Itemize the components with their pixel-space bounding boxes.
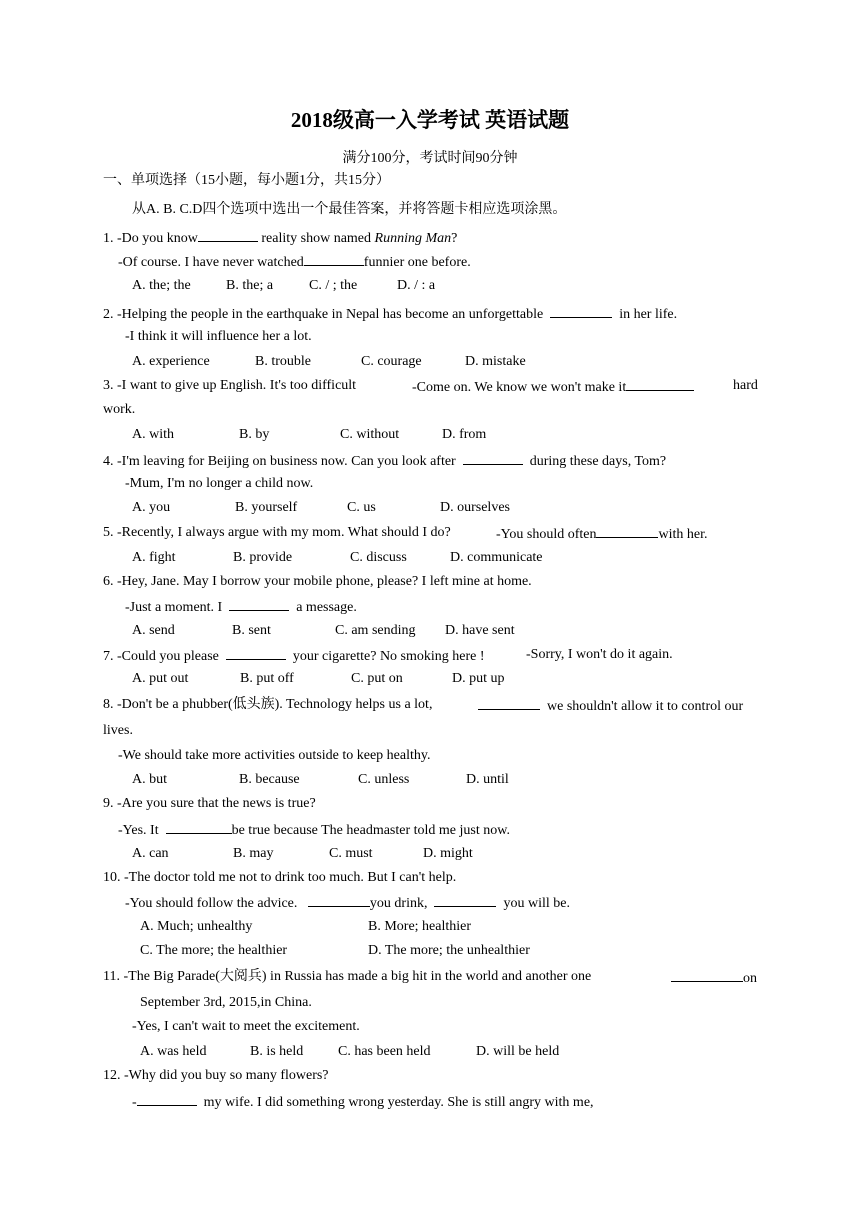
option-d: D. mistake [465, 354, 526, 369]
option-a: A. send [132, 623, 175, 638]
question-9-line-2: -Yes. It be true because The headmaster told me just now. [118, 820, 510, 840]
option-a: A. with [132, 427, 174, 442]
answer-blank [304, 252, 364, 266]
option-b: B. the; a [226, 278, 274, 293]
question-7-line-1: 7. -Could you please your cigarette? No smoking here ! [103, 646, 485, 666]
question-10-line-1: 10. -The doctor told me not to drink too much. But I can't help. [103, 870, 457, 885]
option-d: D. might [423, 846, 473, 861]
section-instruction: 从A. B. C.D四个选项中选出一个最佳答案，并将答题卡相应选项涂黑。 [132, 202, 567, 217]
option-c: C. discuss [350, 550, 407, 565]
option-b: B. sent [232, 623, 271, 638]
option-b: B. More; healthier [368, 919, 472, 934]
answer-blank [308, 893, 370, 907]
question-1-line-2: -Of course. I have never watched funnier one before. [118, 252, 471, 272]
question-11-line-1b: on [671, 968, 757, 988]
question-11-line-3: -Yes, I can't wait to meet the excitement. [132, 1019, 360, 1034]
option-c: C. am sending [335, 623, 416, 638]
question-5-line-1b: -You should often with her. [496, 524, 707, 544]
option-d: D. will be held [476, 1044, 560, 1059]
option-d: D. have sent [445, 623, 515, 638]
option-b: B. by [239, 427, 270, 442]
question-6-line-1: 6. -Hey, Jane. May I borrow your mobile phone, please? I left mine at home. [103, 574, 532, 589]
option-d: D. put up [452, 671, 505, 686]
answer-blank [198, 228, 258, 242]
question-2-line-2: -I think it will influence her a lot. [125, 329, 312, 344]
question-4-line-2: -Mum, I'm no longer a child now. [125, 476, 314, 491]
answer-blank [550, 304, 612, 318]
question-9-line-1: 9. -Are you sure that the news is true? [103, 796, 316, 811]
section-heading: 一、单项选择（15小题，每小题1分，共15分） [103, 173, 390, 188]
option-a: A. but [132, 772, 167, 787]
option-c: C. unless [358, 772, 410, 787]
question-3-line-1b: -Come on. We know we won't make it [412, 377, 694, 397]
option-c: C. us [347, 500, 376, 515]
question-8-line-1b: we shouldn't allow it to control our [478, 696, 743, 716]
option-a: A. put out [132, 671, 189, 686]
option-d: D. from [442, 427, 487, 442]
question-7-line-1b: -Sorry, I won't do it again. [526, 647, 673, 662]
option-b: B. trouble [255, 354, 311, 369]
option-c: C. must [329, 846, 373, 861]
answer-blank [166, 820, 232, 834]
option-a: A. you [132, 500, 171, 515]
answer-blank [596, 524, 658, 538]
option-a: A. Much; unhealthy [140, 919, 253, 934]
answer-blank [671, 968, 743, 982]
question-1-line-1: 1. -Do you know reality show named Running Man? [103, 228, 457, 248]
question-11-line-1: 11. -The Big Parade(大阅兵) in Russia has made a big hit in the world and another one [103, 969, 592, 984]
question-12-line-1: 12. -Why did you buy so many flowers? [103, 1068, 329, 1083]
option-b: B. put off [240, 671, 294, 686]
question-10-line-2: -You should follow the advice. you drink, you will be. [125, 893, 570, 913]
answer-blank [463, 451, 523, 465]
option-c: C. The more; the healthier [140, 943, 288, 958]
option-d: D. / : a [397, 278, 436, 293]
question-6-line-2: -Just a moment. I a message. [125, 597, 357, 617]
question-11-line-2: September 3rd, 2015,in China. [140, 995, 312, 1010]
answer-blank [137, 1092, 197, 1106]
option-a: A. can [132, 846, 169, 861]
option-d: D. until [466, 772, 509, 787]
option-b: B. provide [233, 550, 293, 565]
option-a: A. was held [140, 1044, 207, 1059]
question-3-line-2: work. [103, 402, 136, 417]
option-d: D. ourselves [440, 500, 510, 515]
answer-blank [226, 646, 286, 660]
option-c: C. put on [351, 671, 403, 686]
answer-blank [478, 696, 540, 710]
option-a: A. the; the [132, 278, 191, 293]
option-b: B. yourself [235, 500, 298, 515]
option-c: C. courage [361, 354, 422, 369]
option-d: D. communicate [450, 550, 543, 565]
question-3-line-1c: hard [733, 378, 758, 393]
option-b: B. may [233, 846, 274, 861]
option-b: B. is held [250, 1044, 304, 1059]
option-c: C. has been held [338, 1044, 431, 1059]
question-12-line-2: - my wife. I did something wrong yesterday. She is still angry with me, [132, 1092, 594, 1112]
page-title: 2018级高一入学考试 英语试题 [290, 108, 570, 132]
exam-info: 满分100分，考试时间90分钟 [342, 151, 518, 166]
answer-blank [434, 893, 496, 907]
question-3-line-1: 3. -I want to give up English. It's too difficult [103, 378, 357, 393]
question-4-line-1: 4. -I'm leaving for Beijing on business now. Can you look after during these days, Tom? [103, 451, 666, 471]
question-8-line-2: lives. [103, 723, 133, 738]
question-5-line-1: 5. -Recently, I always argue with my mom. What should I do? [103, 525, 451, 540]
option-d: D. The more; the unhealthier [368, 943, 530, 958]
answer-blank [626, 377, 694, 391]
question-8-line-3: -We should take more activities outside to keep healthy. [118, 748, 431, 763]
question-2-line-1: 2. -Helping the people in the earthquake in Nepal has become an unforgettable in her life. [103, 304, 677, 324]
option-b: B. because [239, 772, 300, 787]
option-c: C. without [340, 427, 400, 442]
option-c: C. / ; the [309, 278, 358, 293]
answer-blank [229, 597, 289, 611]
option-a: A. experience [132, 354, 210, 369]
question-8-line-1: 8. -Don't be a phubber(低头族). Technology helps us a lot, [103, 697, 433, 712]
option-a: A. fight [132, 550, 176, 565]
